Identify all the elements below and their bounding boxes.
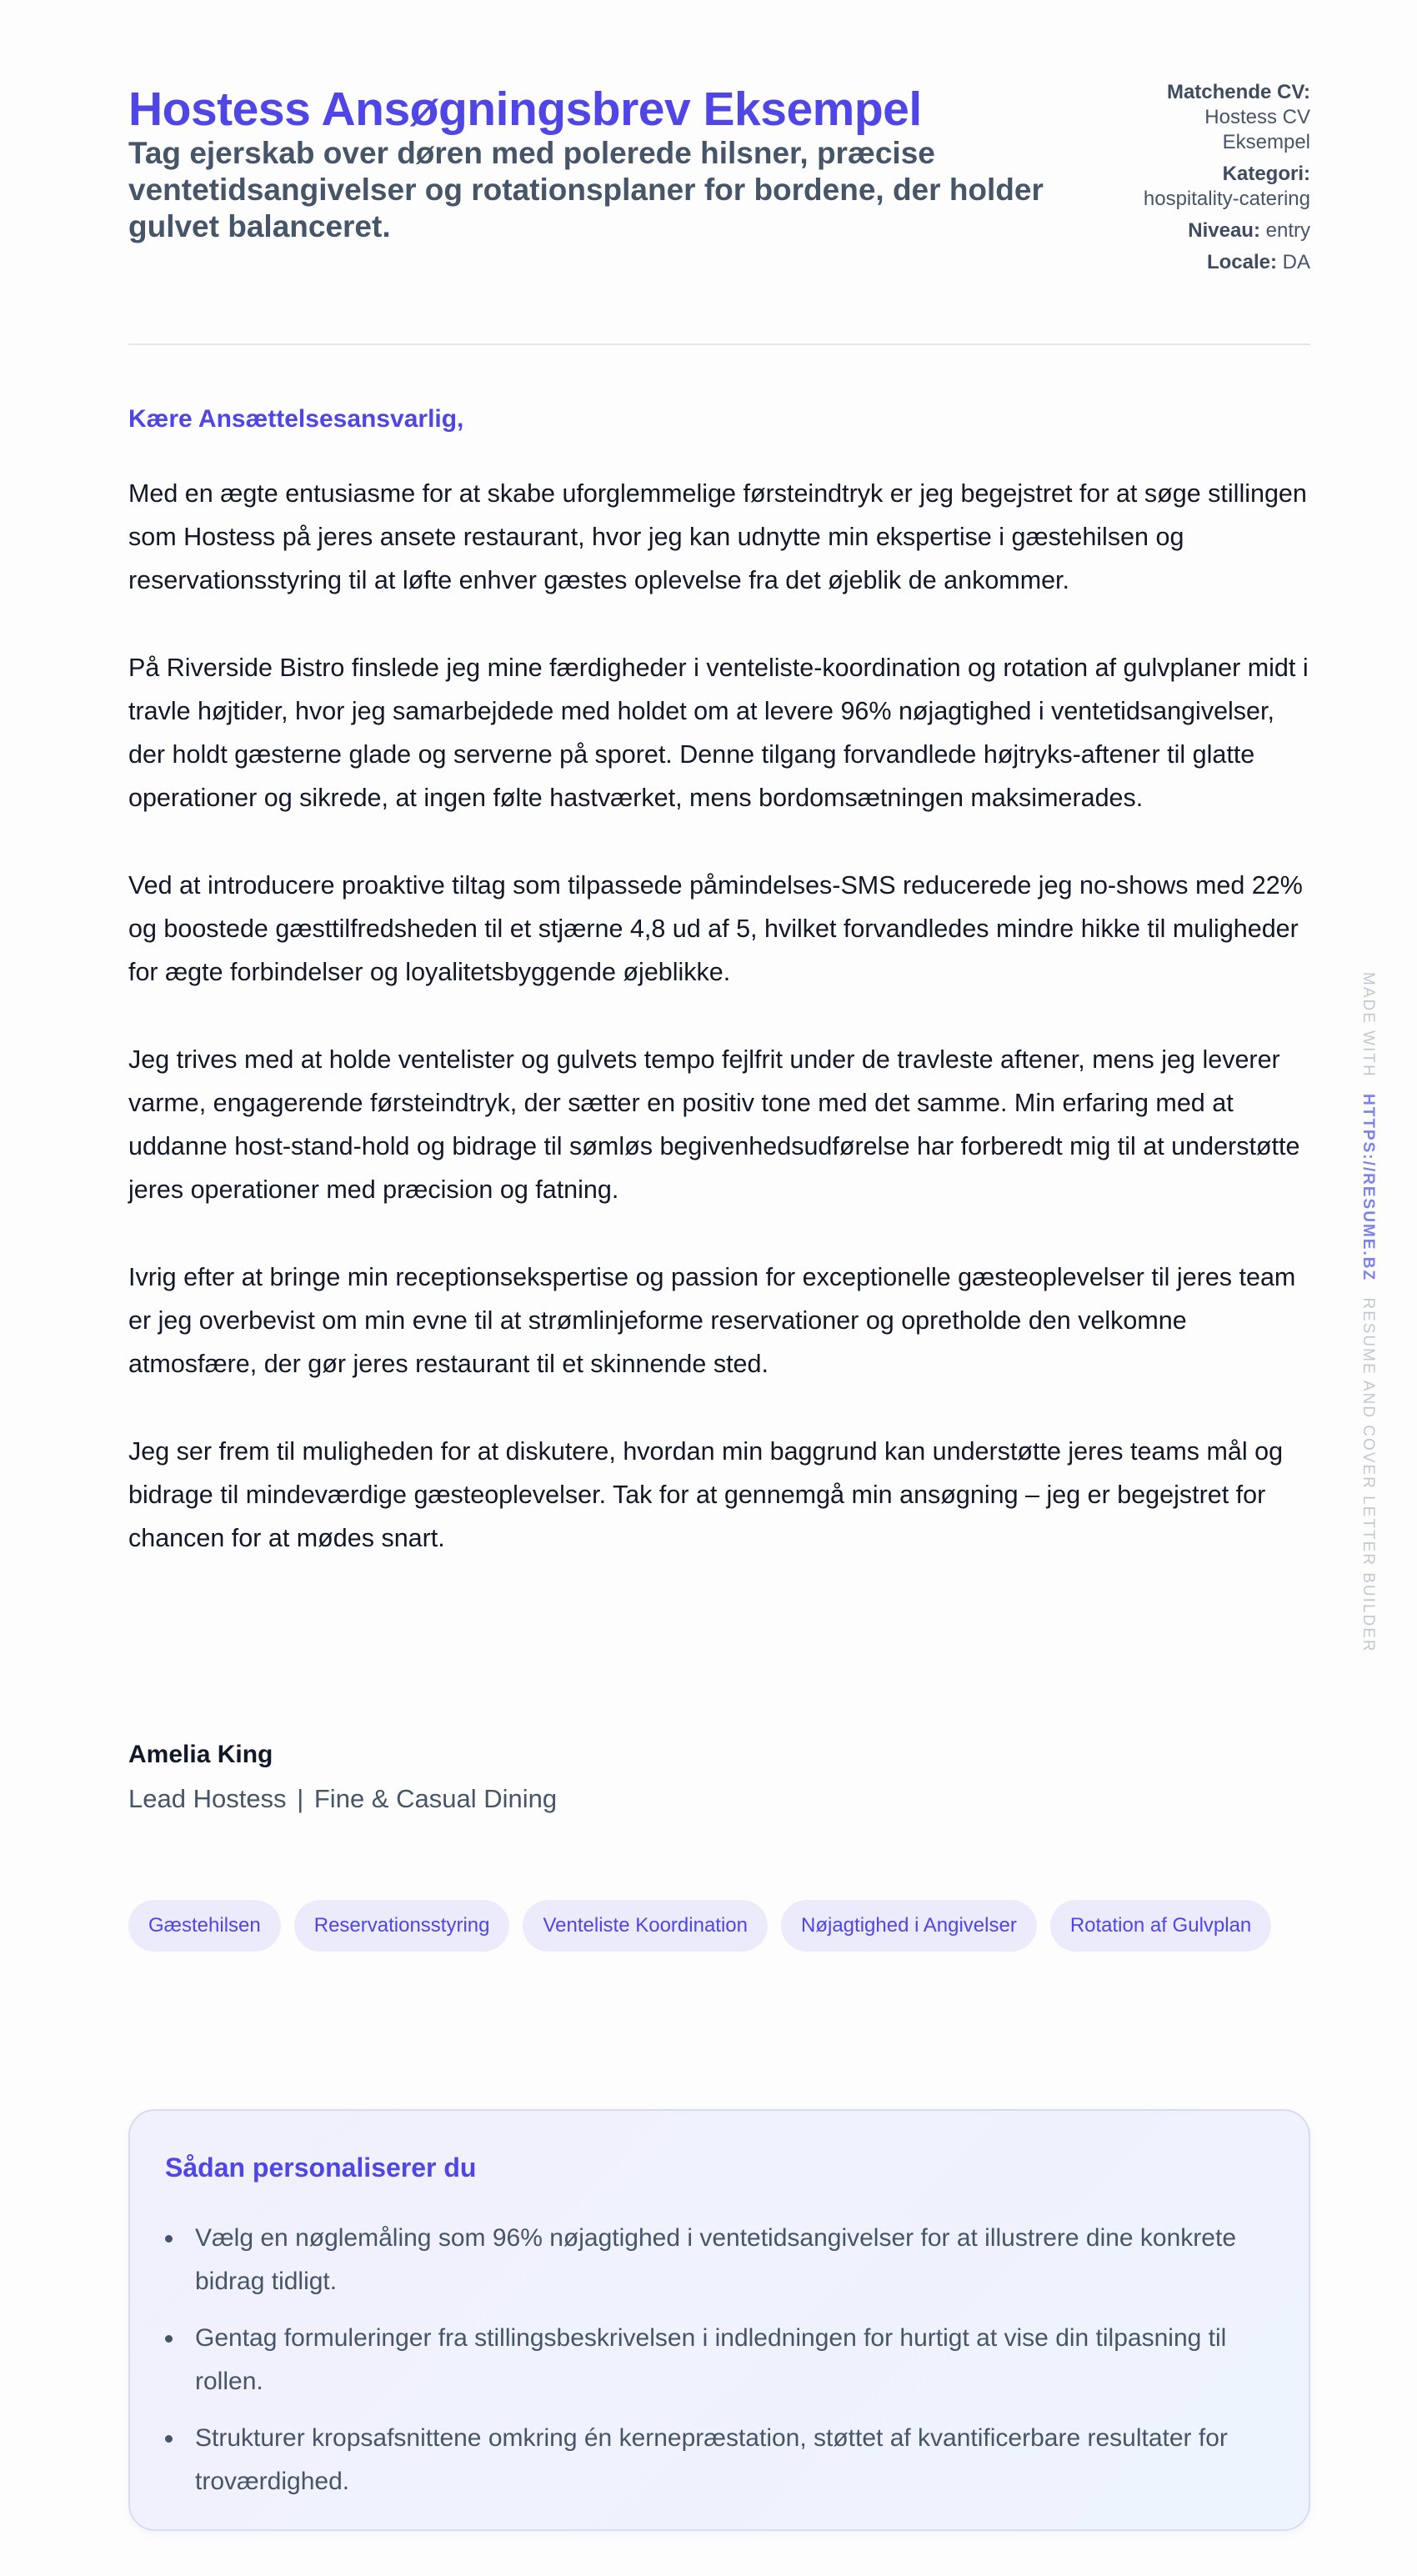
meta-matching-cv-value[interactable]: Hostess CV Eksempel: [1204, 106, 1310, 153]
tips-list: [165, 2217, 1274, 2503]
side-watermark: [1359, 972, 1377, 1653]
letter-paragraph: Jeg ser frem til muligheden for at diskutere, hvordan min baggrund kan understøtte jeres teams mål og bidrage til mindeværdige gæsteoplevelser. Tak for at gennemgå min ansøgning – jeg er begejstret for chancen for at mødes snart.: [128, 1437, 1284, 1552]
page-subtitle: Tag ejerskab over døren med polerede hilsner, præcise ventetidsangivelser og rotationsplaner for bordene, der holder gulvet balanceret.: [128, 136, 1044, 243]
meta-locale-label: Locale:: [1206, 251, 1277, 273]
tip-item: [195, 2217, 1274, 2303]
letter-paragraph: Jeg trives med at holde ventelister og gulvets tempo fejlfrit under de travleste aftener, mens jeg leverer varme, engagerende førsteindtryk, der sætter en positiv tone med det samme. Min erfaring med at uddanne host-stand-hold og bidrage til sømløs begivenhedsudførelse har forberedt mig til at understøtte jeres operationer med præcision og fatning.: [128, 1045, 1300, 1204]
skill-tag: Nøjagtighed i Angivelser: [781, 1900, 1037, 1952]
cover-letter-page: [128, 0, 1310, 2495]
signature-role-line: [128, 1784, 557, 1814]
watermark-link[interactable]: HTTPS://RESUME.BZ: [1359, 1094, 1377, 1282]
skill-tag: Gæstehilsen: [128, 1900, 281, 1952]
letter-body: [128, 472, 1310, 1604]
tips-title: Sådan personaliserer du: [165, 2153, 477, 2183]
signature-role: Lead Hostess: [128, 1784, 287, 1813]
letter-paragraph: På Riverside Bistro finslede jeg mine færdigheder i venteliste-koordination og rotation af gulvplaner midt i travle højtider, hvor jeg samarbejdede med holdet om at levere 96% nøjagtighed i ventetidsangivelser, der holdt gæsterne glade og serverne på sporet. Denne tilgang forvandlede højtryks-aftener til glatte operationer og sikrede, at ingen følte hastværket, mens bordomsætningen maksimerades.: [128, 654, 1309, 812]
watermark-prefix: MADE WITH: [1359, 972, 1377, 1078]
tip-item: [195, 2317, 1274, 2403]
meta-matching-cv: [1119, 80, 1310, 155]
personalization-tips: [128, 2109, 1310, 2531]
meta-level-value: entry: [1265, 219, 1310, 242]
skill-tag: Reservationsstyring: [294, 1900, 510, 1952]
meta-panel: [1119, 80, 1310, 282]
meta-category-label: Kategori:: [1222, 163, 1310, 185]
meta-category-value: hospitality-catering: [1143, 188, 1310, 210]
tip-text: Strukturer kropsafsnittene omkring én kernepræstation, støttet af kvantificerbare resultater for troværdighed.: [195, 2424, 1228, 2495]
bullet-icon: [165, 2235, 173, 2243]
meta-level-label: Niveau:: [1188, 219, 1260, 242]
bullet-icon: [165, 2335, 173, 2343]
page-title: Hostess Ansøgningsbrev Eksempel: [128, 83, 922, 136]
letter-greeting: Kære Ansættelsesansvarlig,: [128, 405, 464, 433]
tip-item: [195, 2417, 1274, 2503]
signature-block: [128, 1741, 557, 1814]
signature-specialty: Fine & Casual Dining: [313, 1784, 558, 1813]
meta-locale: [1119, 250, 1310, 275]
skill-tag: Venteliste Koordination: [523, 1900, 768, 1952]
tip-text: Gentag formuleringer fra stillingsbeskrivelsen i indledningen for hurtigt at vise din tilpasning til rollen.: [195, 2324, 1227, 2395]
signature-separator: |: [297, 1784, 304, 1813]
skill-tag: Rotation af Gulvplan: [1050, 1900, 1271, 1952]
watermark-suffix: RESUME AND COVER LETTER BUILDER: [1359, 1297, 1377, 1653]
letter-paragraph: Ivrig efter at bringe min receptionsekspertise og passion for exceptionelle gæsteoplevelser til jeres team er jeg overbevist om min evne til at strømlinjeforme reservationer og opretholde den velkomne atmosfære, der gør jeres restaurant til et skinnende sted.: [128, 1263, 1296, 1378]
bullet-icon: [165, 2435, 173, 2443]
page-header: [128, 0, 1310, 345]
letter-paragraph: Med en ægte entusiasme for at skabe uforglemmelige førsteindtryk er jeg begejstret for at søge stillingen som Hostess på jeres ansete restaurant, hvor jeg kan udnytte min ekspertise i gæstehilsen og reservationsstyring til at løfte enhver gæstes oplevelse fra det øjeblik de ankommer.: [128, 479, 1307, 594]
tip-text: Vælg en nøglemåling som 96% nøjagtighed i ventetidsangivelser for at illustrere dine konkrete bidrag tidligt.: [195, 2224, 1236, 2295]
meta-category: [1119, 162, 1310, 212]
skill-tags: [128, 1900, 1310, 1952]
letter-paragraph: Ved at introducere proaktive tiltag som tilpassede påmindelses-SMS reducerede jeg no-shows med 22% og boostede gæsttilfredsheden til et stjærne 4,8 ud af 5, hvilket forvandledes mindre hikke til muligheder for ægte forbindelser og loyalitetsbyggende øjeblikke.: [128, 871, 1303, 986]
meta-locale-value: DA: [1282, 251, 1310, 273]
meta-level: [1119, 218, 1310, 243]
meta-matching-cv-label: Matchende CV:: [1166, 81, 1310, 103]
signature-name: Amelia King: [128, 1741, 273, 1768]
